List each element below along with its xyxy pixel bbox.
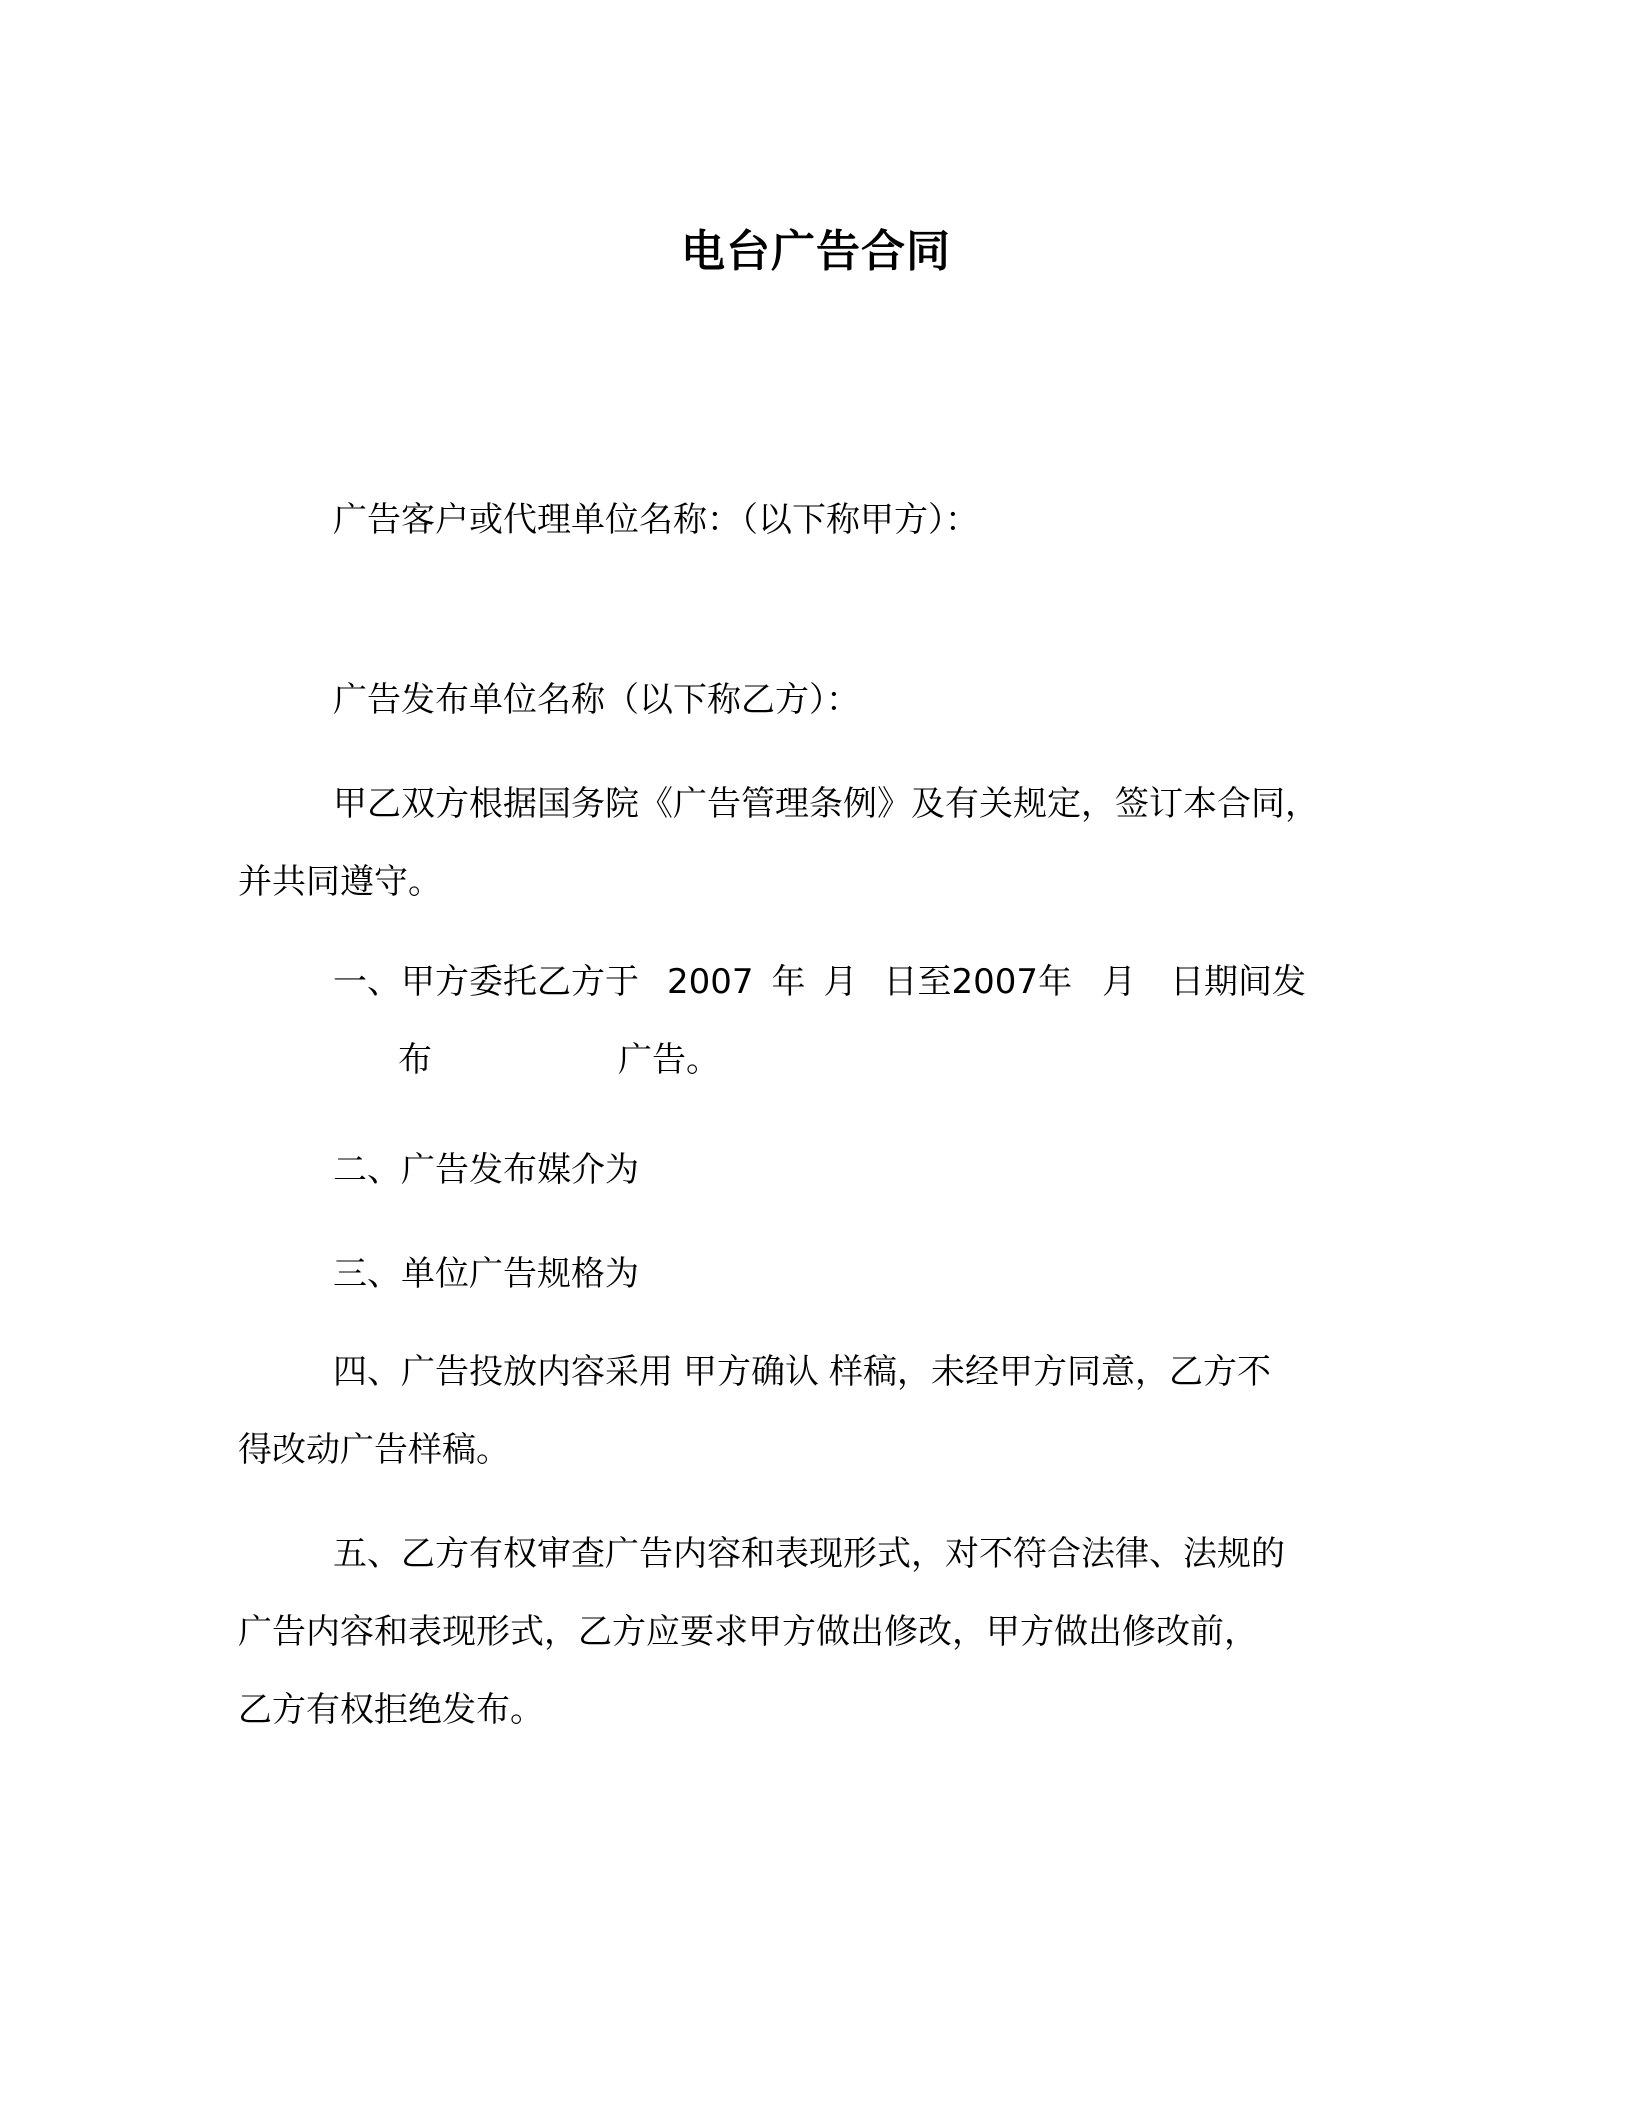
clause-3: 三、单位广告规格为 <box>333 1254 639 1294</box>
clause-1-year-label-end: 年 <box>1038 962 1073 1002</box>
clause-1-year-start: 2007 <box>667 962 754 1002</box>
clause-5-line-1: 五、乙方有权审查广告内容和表现形式，对不符合法律、法规的 <box>333 1534 1285 1574</box>
clause-1-month-label-start: 月 <box>823 962 858 1002</box>
clause-1-ad-label: 广告。 <box>618 1040 720 1080</box>
clause-4-part-c: 样稿，未经甲方同意，乙方不 <box>829 1352 1271 1392</box>
clause-4-part-a: 四、广告投放内容采用 <box>333 1352 673 1392</box>
clause-1-day-to: 日至 <box>883 962 952 1002</box>
clause-4-part-b: 甲方确认 <box>683 1352 819 1392</box>
party-b-line: 广告发布单位名称（以下称乙方）： <box>333 680 860 720</box>
clause-1-year-end: 2007 <box>951 962 1039 1002</box>
clause-5-line-3: 乙方有权拒绝发布。 <box>238 1690 544 1730</box>
clause-5-line-2: 广告内容和表现形式，乙方应要求甲方做出修改，甲方做出修改前， <box>238 1612 1258 1652</box>
clause-1-month-label-end: 月 <box>1102 962 1137 1002</box>
clause-2: 二、广告发布媒介为 <box>333 1150 639 1190</box>
clause-1-line-1 <box>333 958 1306 1006</box>
clause-1-prefix: 一、甲方委托乙方于 <box>333 962 639 1002</box>
clause-1-year-label-start: 年 <box>771 962 806 1002</box>
clause-1-publish-label: 布 <box>398 1040 432 1080</box>
preamble-line-2: 并共同遵守。 <box>238 862 442 902</box>
clause-1-day-period: 日期间发 <box>1170 962 1307 1002</box>
clause-4-line-2: 得改动广告样稿。 <box>238 1430 510 1470</box>
document-title: 电台广告合同 <box>681 226 951 277</box>
clause-1-line-2 <box>398 1036 720 1084</box>
clause-4-line-1 <box>333 1348 1271 1396</box>
preamble-line-1: 甲乙双方根据国务院《广告管理条例》及有关规定，签订本合同， <box>333 784 1319 824</box>
party-a-line: 广告客户或代理单位名称：（以下称甲方）： <box>333 500 979 540</box>
